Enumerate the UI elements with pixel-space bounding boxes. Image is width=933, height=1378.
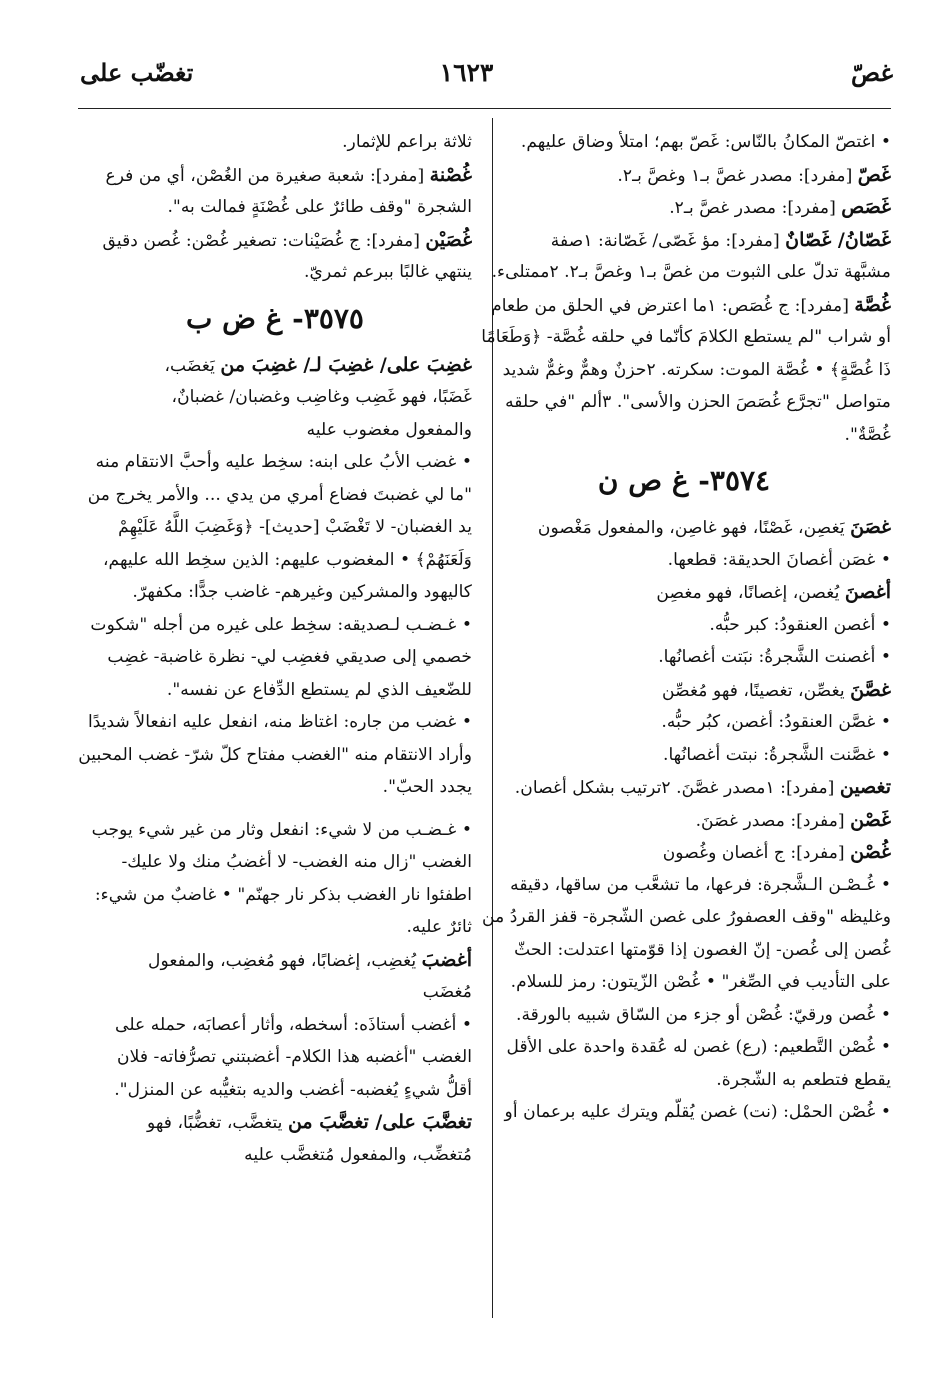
definition-text: • اغتصّ المكانُ بالنّاس: غَصّ بهم؛ امتلأ وضاق عليهم.	[520, 132, 891, 152]
text-line	[78, 191, 472, 224]
definition-text: يد الغضبان- لا تَغْضَبْ [حديث]- ﴿وَغَضِبَ اللَّهُ عَلَيْهِمْ	[118, 517, 472, 537]
text-line	[78, 814, 472, 847]
text-line	[78, 911, 472, 944]
text-line	[78, 976, 472, 1009]
text-line	[477, 1031, 891, 1064]
definition-text: يجدد الحبّ".	[382, 777, 472, 797]
left-column	[78, 126, 472, 1171]
definition-text: [مفرد]: مؤ غَصّى/ غَصّانة: ١صفة	[550, 230, 786, 251]
definition-text: • غُصن ورقيّ: غُصْن أو جزء من السّاق شبيه بالورقة.	[516, 1004, 891, 1025]
text-line	[477, 1064, 891, 1097]
text-line	[477, 544, 891, 577]
text-line	[477, 836, 891, 869]
text-line	[78, 479, 472, 512]
text-line	[477, 609, 891, 642]
definition-text: ثائرٌ عليه.	[406, 917, 472, 937]
text-line	[477, 869, 891, 902]
headword: غَصّ	[857, 163, 891, 186]
definition-text: مشبَّهة تدلّ على الثبوت من غصَّ بـ١ وغصَّ بـ٢. ٢ممتلىء.	[491, 262, 891, 282]
definition-text: [مفرد]: شعبة صغيرة من الغُصْن، أي من فرع	[105, 165, 430, 186]
definition-text: وأراد الانتقام منه "الغضب مفتاح كلّ شرّ- غضب المحبين	[78, 744, 472, 765]
text-line	[477, 1096, 891, 1129]
text-line	[78, 159, 472, 192]
text-line	[78, 674, 472, 707]
text-line	[78, 544, 472, 577]
definition-text: • غُـصْـن الـشَّجرة: فرعها، ما تشعَّب من ساقها، دقيقه	[510, 874, 891, 895]
definition-text: • غُصْن الحمْل: (نت) غصن يُقلّم ويترك عليه برعمان أو	[504, 1102, 891, 1122]
definition-text: ذَا غُصَّةٍ﴾ • غُصَّة الموت: سكرته. ٢حزنٌ وهمٌّ وغمٌّ شديد	[502, 359, 891, 380]
text-line	[78, 1041, 472, 1074]
definition-text: وَلَعَنَهُمْ﴾ • المغضوب عليهم: الذين سخِط الله عليهم،	[103, 549, 472, 570]
definition-text: [مفرد]: ١مصدر غصَّنَ. ٢ترتيب بشكل أغصان.	[514, 778, 840, 798]
definition-text: [مفرد]: مصدر غصَّ بـ٢.	[669, 198, 842, 218]
text-line	[477, 354, 891, 387]
text-line	[78, 381, 472, 414]
headword: غُصْنة	[429, 163, 472, 186]
definition-text: يغصِّن، تغصينًا، فهو مُغصِّن	[662, 680, 851, 701]
header-entry-right: غصّ	[851, 58, 893, 87]
text-line	[78, 739, 472, 772]
definition-text: يُغضِب، إغضابًا، فهو مُغضِب، والمفعول	[148, 950, 422, 971]
text-line	[477, 159, 891, 192]
headword: تغضَّبَ على/ تغضَّبَ من	[287, 1111, 472, 1133]
text-line	[477, 966, 891, 999]
text-line	[477, 289, 891, 322]
headword: تغصين	[839, 776, 891, 798]
definition-text: • غُصْن التَّطعيم: (رع) غصن له عُقدة واحدة على الأقل	[506, 1037, 891, 1057]
definition-text: • غصَن أغصانَ الحديقة: قطعها.	[667, 549, 891, 570]
text-line	[477, 641, 891, 674]
text-line	[78, 1106, 472, 1139]
text-line	[477, 321, 891, 354]
definition-text: غَضَبًا، فهو غَضِب وغاضِب وغضبان/ غضبانٌ،	[171, 387, 472, 407]
definition-text: ثلاثة براعم للإثمار.	[342, 132, 472, 152]
text-line	[78, 414, 472, 447]
text-line	[477, 576, 891, 609]
definition-text: [مفرد]: ج أغصان وغُصون	[662, 843, 851, 863]
headword: غَصْن	[850, 808, 891, 831]
definition-text: • أغصن العنقودُ: كبر حبُّه.	[709, 614, 891, 635]
text-line	[477, 934, 891, 967]
definition-text: مُتغضِّب، والمفعول مُتغضَّب عليه	[244, 1144, 472, 1165]
definition-text: اطفئوا نار الغضب بذكر نار جهنّم" • غاضبٌ من شيء:	[94, 884, 472, 905]
definition-text: للضّعيف الذي لم يستطع الدِّفاع عن نفسه".	[166, 679, 472, 700]
text-line	[477, 256, 891, 289]
definition-text: غُصن إلى غُصن- إنّ الغصون إذا قوّمتها اعتدلت: الحثّ	[514, 939, 891, 960]
text-line	[78, 771, 472, 804]
definition-text: مُغضَب	[422, 982, 472, 1002]
text-line	[477, 706, 891, 739]
text-line	[78, 1074, 472, 1107]
definition-text: • غـضـب لـصديقه: سخِط على غيره من أجله "شكوت	[90, 614, 472, 635]
text-line	[78, 846, 472, 879]
text-line	[477, 804, 891, 837]
definition-text: خصمي إلى صديقي فغضِب لي- نظرة غاضبة- غضِب	[107, 647, 472, 667]
text-line	[477, 419, 891, 452]
definition-text: يتغضَّب، تغضُّبًا، فهو	[146, 1113, 288, 1133]
definition-text: • غضب الأبُ على ابنه: سخِط عليه وأحبَّ الانتقام منه	[95, 452, 472, 472]
definition-text: على التأديب في الصِّغر" • غُصْن الزّيتون: رمز للسلام.	[510, 972, 891, 992]
text-line	[78, 641, 472, 674]
definition-text: يَغصِن، غَصْنًا، فهو غاصِن، والمفعول مَغْصون	[537, 518, 851, 538]
text-line	[477, 739, 891, 772]
text-line	[78, 576, 472, 609]
page-number: ١٦٢٣	[439, 58, 494, 87]
definition-text: [مفرد]: ج غُصَص: ١ما اعترض في الحلق من طعام	[491, 295, 855, 316]
definition-text: كاليهود والمشركين وغيرهم- غاضب جدًّا: مكفهرّ.	[132, 582, 472, 602]
text-line	[78, 126, 472, 159]
paragraph-gap	[78, 804, 472, 814]
header-entry-left: تغضّب على	[80, 58, 194, 87]
text-line	[477, 901, 891, 934]
text-line	[78, 1009, 472, 1042]
definition-text: • أغضب أستاذَه: أسخطه، وأثار أعصابَه، حمله على	[115, 1014, 472, 1035]
text-line	[477, 224, 891, 257]
definition-text: وغليظه "وقف العصفورُ على غصن الشّجرة- قفز القردُ من	[482, 907, 891, 927]
text-line	[477, 999, 891, 1032]
right-column	[477, 126, 891, 1129]
definition-text: • غصَّنت الشَّجرةُ: نبتت أغصانُها.	[662, 744, 891, 765]
headword: أغصنَ	[844, 581, 891, 603]
definition-text: [مفرد]: ج غُصَيْنات: تصغير غُصْن: غُصن دقيق	[102, 230, 426, 251]
definition-text: يُغصن، إغصانًا، فهو مغصِن	[656, 583, 845, 603]
definition-text: متواصل "تجرَّع غُصَصَ الحزن والأسى". ٣ألم "في حلقه	[505, 392, 891, 412]
definition-text: ينتهي غالبًا ببرعم ثمريّ.	[304, 262, 472, 282]
headword: غُصَّة	[854, 293, 891, 316]
text-line	[78, 879, 472, 912]
text-line	[477, 191, 891, 224]
text-line	[78, 706, 472, 739]
text-line	[477, 386, 891, 419]
definition-text: الغضب "زال منه الغضب- لا أغضبُ منك ولا عليك-	[121, 852, 472, 872]
definition-text: • غصَّن العنقودُ: أغصن، كبُر حبُّه.	[661, 712, 891, 732]
section-heading: ٣٥٧٤- غ ص ن	[597, 464, 771, 497]
headword: غصَنَ	[850, 516, 891, 538]
header-rule	[78, 108, 891, 109]
definition-text: يقطع فتطعم به الشّجرة.	[716, 1069, 891, 1090]
headword: غَصَص	[841, 196, 891, 218]
headword: غضِبَ على/ غضِبَ لـ/ غضِبَ من	[220, 353, 472, 376]
headword: غصَّنَ	[850, 678, 891, 701]
text-line	[78, 224, 472, 257]
text-line	[477, 771, 891, 804]
definition-text: غُصَّةٌ".	[844, 424, 891, 445]
definition-text: يَغضَب،	[164, 355, 221, 376]
definition-text: • غضب من جاره: اغتاظ منه، انفعل عليه انفعالاً شديدًا	[87, 712, 472, 732]
headword: أغضبَ	[421, 948, 472, 971]
definition-text: • أغصنت الشَّجرةُ: نبَتت أغصانُها.	[658, 647, 891, 667]
definition-text: الشجرة "وقف طائرٌ على غُصْنَةٍ فمالت به".	[167, 197, 472, 217]
text-line	[78, 944, 472, 977]
text-line	[78, 511, 472, 544]
text-line	[78, 609, 472, 642]
definition-text: أو شراب "لم يستطع الكلامَ كأنّما في حلقه غُصَّة- ﴿وَطَعَامًا	[481, 327, 891, 347]
text-line	[477, 511, 891, 544]
text-line	[78, 446, 472, 479]
headword: غُصْن	[850, 841, 891, 863]
definition-text: "ما لي غضبتَ فضاع أمري من يدي ... والأمر يخرج من	[87, 484, 472, 505]
definition-text: والمفعول مغضوب عليه	[306, 419, 472, 440]
headword: غَصّانُ/ غَصّانٌ	[785, 228, 891, 251]
definition-text: [مفرد]: مصدر غصَّ بـ١ وغصَّ بـ٢.	[617, 165, 858, 186]
definition-text: أقلُّ شيءٍ يُغضبه- أغضب والديه بتغيُّبه عن المنزل".	[114, 1079, 472, 1100]
section-heading: ٣٥٧٥- غ ض ب	[186, 301, 364, 335]
text-line	[78, 349, 472, 382]
text-line	[477, 126, 891, 159]
definition-text: [مفرد]: مصدر غصَنَ.	[695, 810, 851, 831]
definition-text: • غـضـب من لا شيء: انفعل وثار من غير شيء يوجب	[91, 819, 472, 840]
definition-text: الغضب "أغضبه هذا الكلام- أغضبتني تصرُّفاته- فلان	[117, 1047, 472, 1067]
text-line	[477, 674, 891, 707]
text-line	[78, 1139, 472, 1172]
headword: غُصَيْن	[425, 228, 472, 251]
text-line	[78, 256, 472, 289]
